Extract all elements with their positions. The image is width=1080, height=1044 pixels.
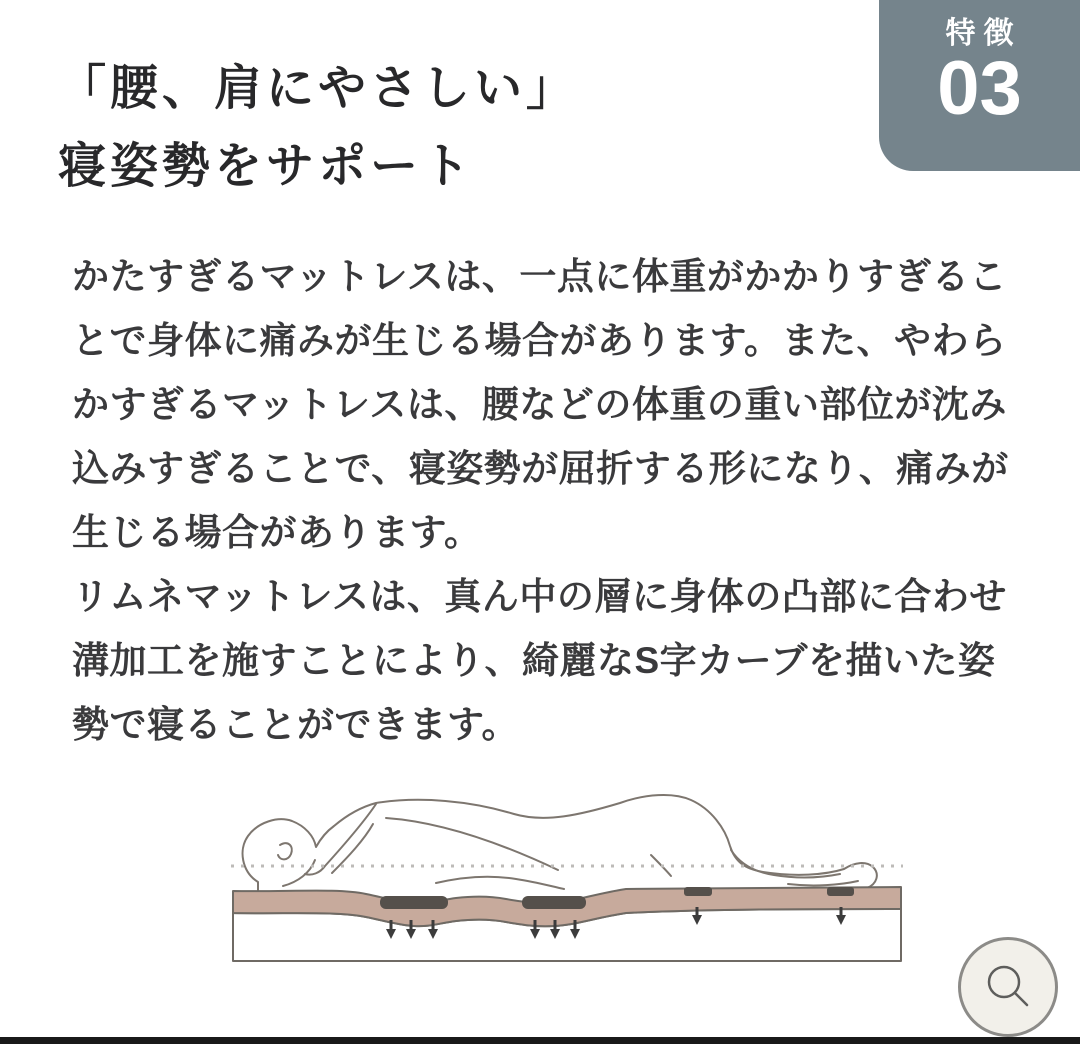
- description-line: 溝加工を施すことにより、綺麗なS字カーブを描いた姿: [72, 640, 996, 681]
- bottom-bar: [0, 1037, 1080, 1044]
- page-title-line-2: 寝姿勢をサポート: [58, 140, 475, 193]
- description-line: かたすぎるマットレスは、一点に体重がかかりすぎるこ: [72, 256, 1007, 297]
- magnifier-icon: [980, 959, 1036, 1015]
- zoom-button[interactable]: [958, 937, 1058, 1037]
- description-line: かすぎるマットレスは、腰などの体重の重い部位が沈み: [72, 384, 1007, 425]
- description-line: リムネマットレスは、真ん中の層に身体の凸部に合わせ: [72, 576, 1007, 617]
- description-line: とで身体に痛みが生じる場合があります。また、やわら: [72, 320, 1007, 361]
- page-title-line-1: 「腰、肩にやさしい」: [58, 62, 579, 115]
- feature-badge-label: 特徴: [945, 17, 1022, 50]
- mattress-pressure-illustration: [228, 788, 940, 974]
- description-line: 勢で寝ることができます。: [72, 704, 520, 745]
- description-line: 生じる場合があります。: [72, 512, 482, 553]
- page-title: [58, 50, 578, 206]
- description-line: 込みすぎることで、寝姿勢が屈折する形になり、痛みが: [72, 448, 1009, 489]
- feature-badge: [879, 0, 1080, 171]
- description-text: [72, 245, 1009, 757]
- feature-badge-number: 03: [937, 46, 1022, 131]
